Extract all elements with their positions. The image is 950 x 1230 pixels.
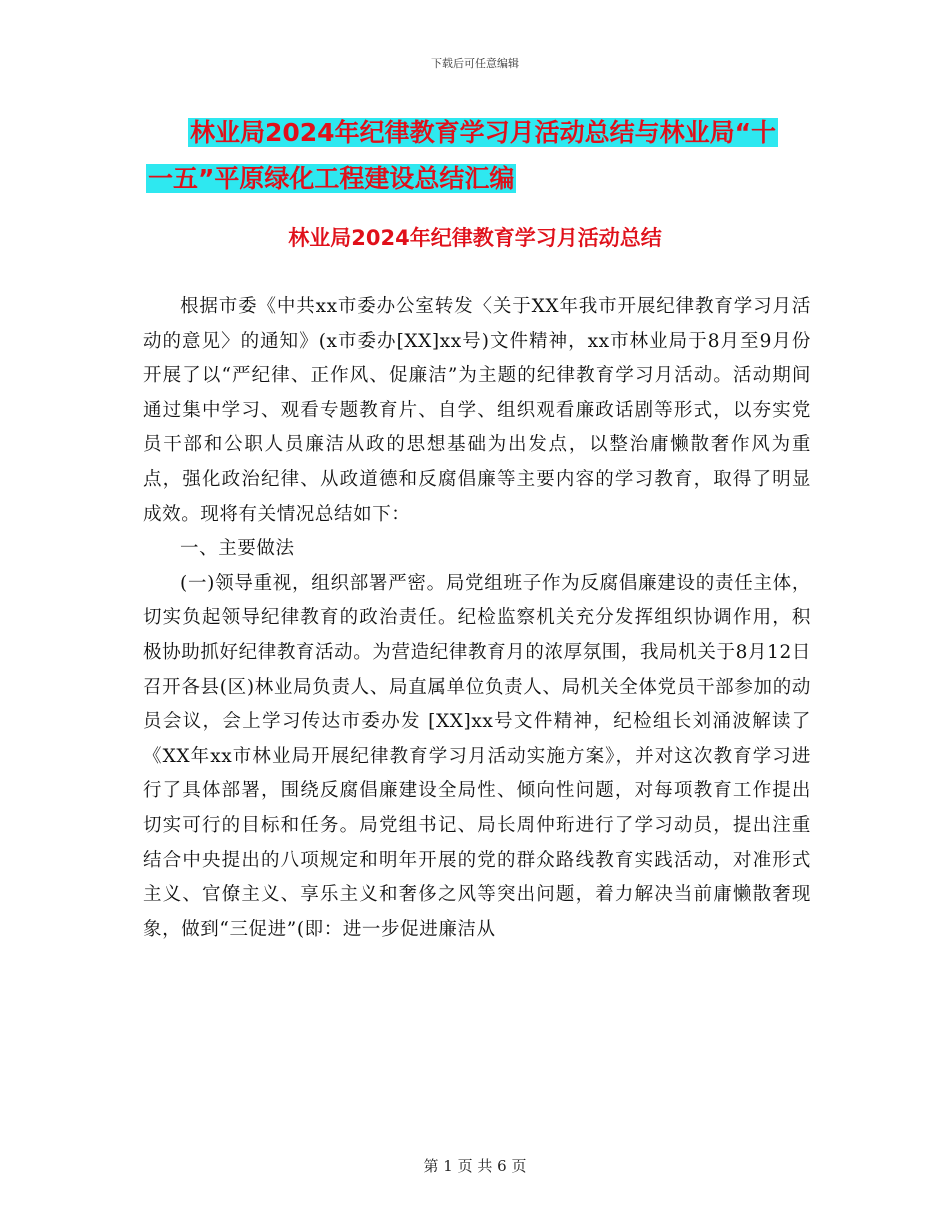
page-number: 第 1 页 共 6 页 [423,1157,527,1175]
title-line-2: 一五”平原绿化工程建设总结汇编 [148,164,515,193]
paragraph-leadership: (一)领导重视，组织部署严密。局党组班子作为反腐倡廉建设的责任主体，切实负起领导纪律教育的政治责任。纪检监察机关充分发挥组织协调作用，积极协助抓好纪律教育活动。为营造纪律教育月的浓厚氛围，我局机关于8月12日召开各县(区)林业局负责人、局直属单位负责人、局机关全体党员干部参加的动员会议，会上学习传达市委办发 [XX]xx号文件精神，纪检组长刘涌波解读了《XX年xx市林业局开展纪律教育学习月活动实施方案》，并对这次教育学习进行了具体部署，围绕反腐倡廉建设全局性、倾向性问题，对每项教育工作提出切实可行的目标和任务。局党组书记、局长周仲珩进行了学习动员，提出注重结合中央提出的八项规定和明年开展的党的群众路线教育实践活动，对准形式主义、官僚主义、享乐主义和奢侈之风等突出问题，着力解决当前庸懒散奢现象，做到“三促进”(即：进一步促进廉洁从 [143,572,811,940]
paragraph-intro: 根据市委《中共xx市委办公室转发〈关于XX年我市开展纪律教育学习月活动的意见〉的通知》(x市委办[XX]xx号)文件精神，xx市林业局于8月至9月份开展了以“严纪律、正作风、促廉洁”为主题的纪律教育学习月活动。活动期间通过集中学习、观看专题教育片、自学、组织观看廉政话剧等形式，以夯实党员干部和公职人员廉洁从政的思想基础为出发点，以整治庸懒散奢作风为重点，强化政治纪律、从政道德和反腐倡廉等主要内容的学习教育，取得了明显成效。现将有关情况总结如下： [143,296,811,525]
header-note: 下载后可任意编辑 [431,57,519,70]
title-line-1: 林业局2024年纪律教育学习月活动总结与林业局“十 [190,118,777,147]
paragraph-heading-main-practices: 一、主要做法 [180,538,295,560]
section-title: 林业局2024年纪律教育学习月活动总结 [288,226,662,250]
body-text [143,290,811,947]
document-title [148,110,810,202]
